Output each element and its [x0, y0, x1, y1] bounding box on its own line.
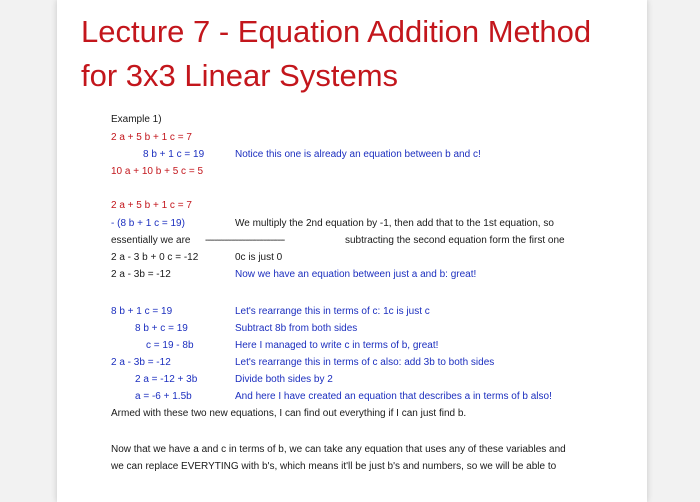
- step1-eq2: - (8 b + 1 c = 19): [111, 218, 185, 229]
- document-page: [57, 0, 647, 502]
- system-eq1: 2 a + 5 b + 1 c = 7: [111, 132, 192, 143]
- step1-dashes: ----------------------------------: [205, 235, 285, 246]
- page-title: [81, 10, 641, 98]
- step1-eq1: 2 a + 5 b + 1 c = 7: [111, 200, 192, 211]
- step2-eq-3: c = 19 - 8b: [146, 340, 194, 351]
- step2-eq-1: 8 b + 1 c = 19: [111, 306, 173, 317]
- step2-note-3: Here I managed to write c in terms of b, great!: [235, 340, 439, 351]
- step1-result-note: Now we have an equation between just a and b: great!: [235, 269, 477, 280]
- step1-note-line1: We multiply the 2nd equation by -1, then add that to the 1st equation, so: [235, 218, 554, 229]
- system-eq2: 8 b + 1 c = 19: [143, 149, 205, 160]
- step1-essentially: essentially we are: [111, 235, 191, 246]
- step2-note-1: Let's rearrange this in terms of c: 1c is just c: [235, 306, 430, 317]
- step2-summary: Armed with these two new equations, I can find out everything if I can just find b.: [111, 408, 467, 419]
- step1-note-line2: subtracting the second equation form the first one: [345, 235, 565, 246]
- closing-line-2: we can replace EVERYTING with b's, which means it'll be just b's and numbers, so we will be able to: [111, 461, 557, 472]
- step2-eq-5: 2 a = -12 + 3b: [135, 374, 198, 385]
- step1-zero-c: 0c is just 0: [235, 252, 283, 263]
- step2-note-6: And here I have created an equation that describes a in terms of b also!: [235, 391, 552, 402]
- step2-note-2: Subtract 8b from both sides: [235, 323, 358, 334]
- system-eq3: 10 a + 10 b + 5 c = 5: [111, 166, 204, 177]
- step2-eq-2: 8 b + c = 19: [135, 323, 188, 334]
- example-label: Example 1): [111, 114, 162, 125]
- system-note: Notice this one is already an equation between b and c!: [235, 149, 481, 160]
- title-line-1: Lecture 7 - Equation Addition Method: [81, 14, 592, 49]
- step1-sum: 2 a - 3 b + 0 c = -12: [111, 252, 199, 263]
- step2-note-4: Let's rearrange this in terms of c also: add 3b to both sides: [235, 357, 495, 368]
- step1-result: 2 a - 3b = -12: [111, 269, 171, 280]
- closing-line-1: Now that we have a and c in terms of b, we can take any equation that uses any of these variables and: [111, 444, 566, 455]
- title-line-2: for 3x3 Linear Systems: [81, 58, 399, 93]
- step2-note-5: Divide both sides by 2: [235, 374, 333, 385]
- step2-eq-4: 2 a - 3b = -12: [111, 357, 171, 368]
- step2-eq-6: a = -6 + 1.5b: [135, 391, 192, 402]
